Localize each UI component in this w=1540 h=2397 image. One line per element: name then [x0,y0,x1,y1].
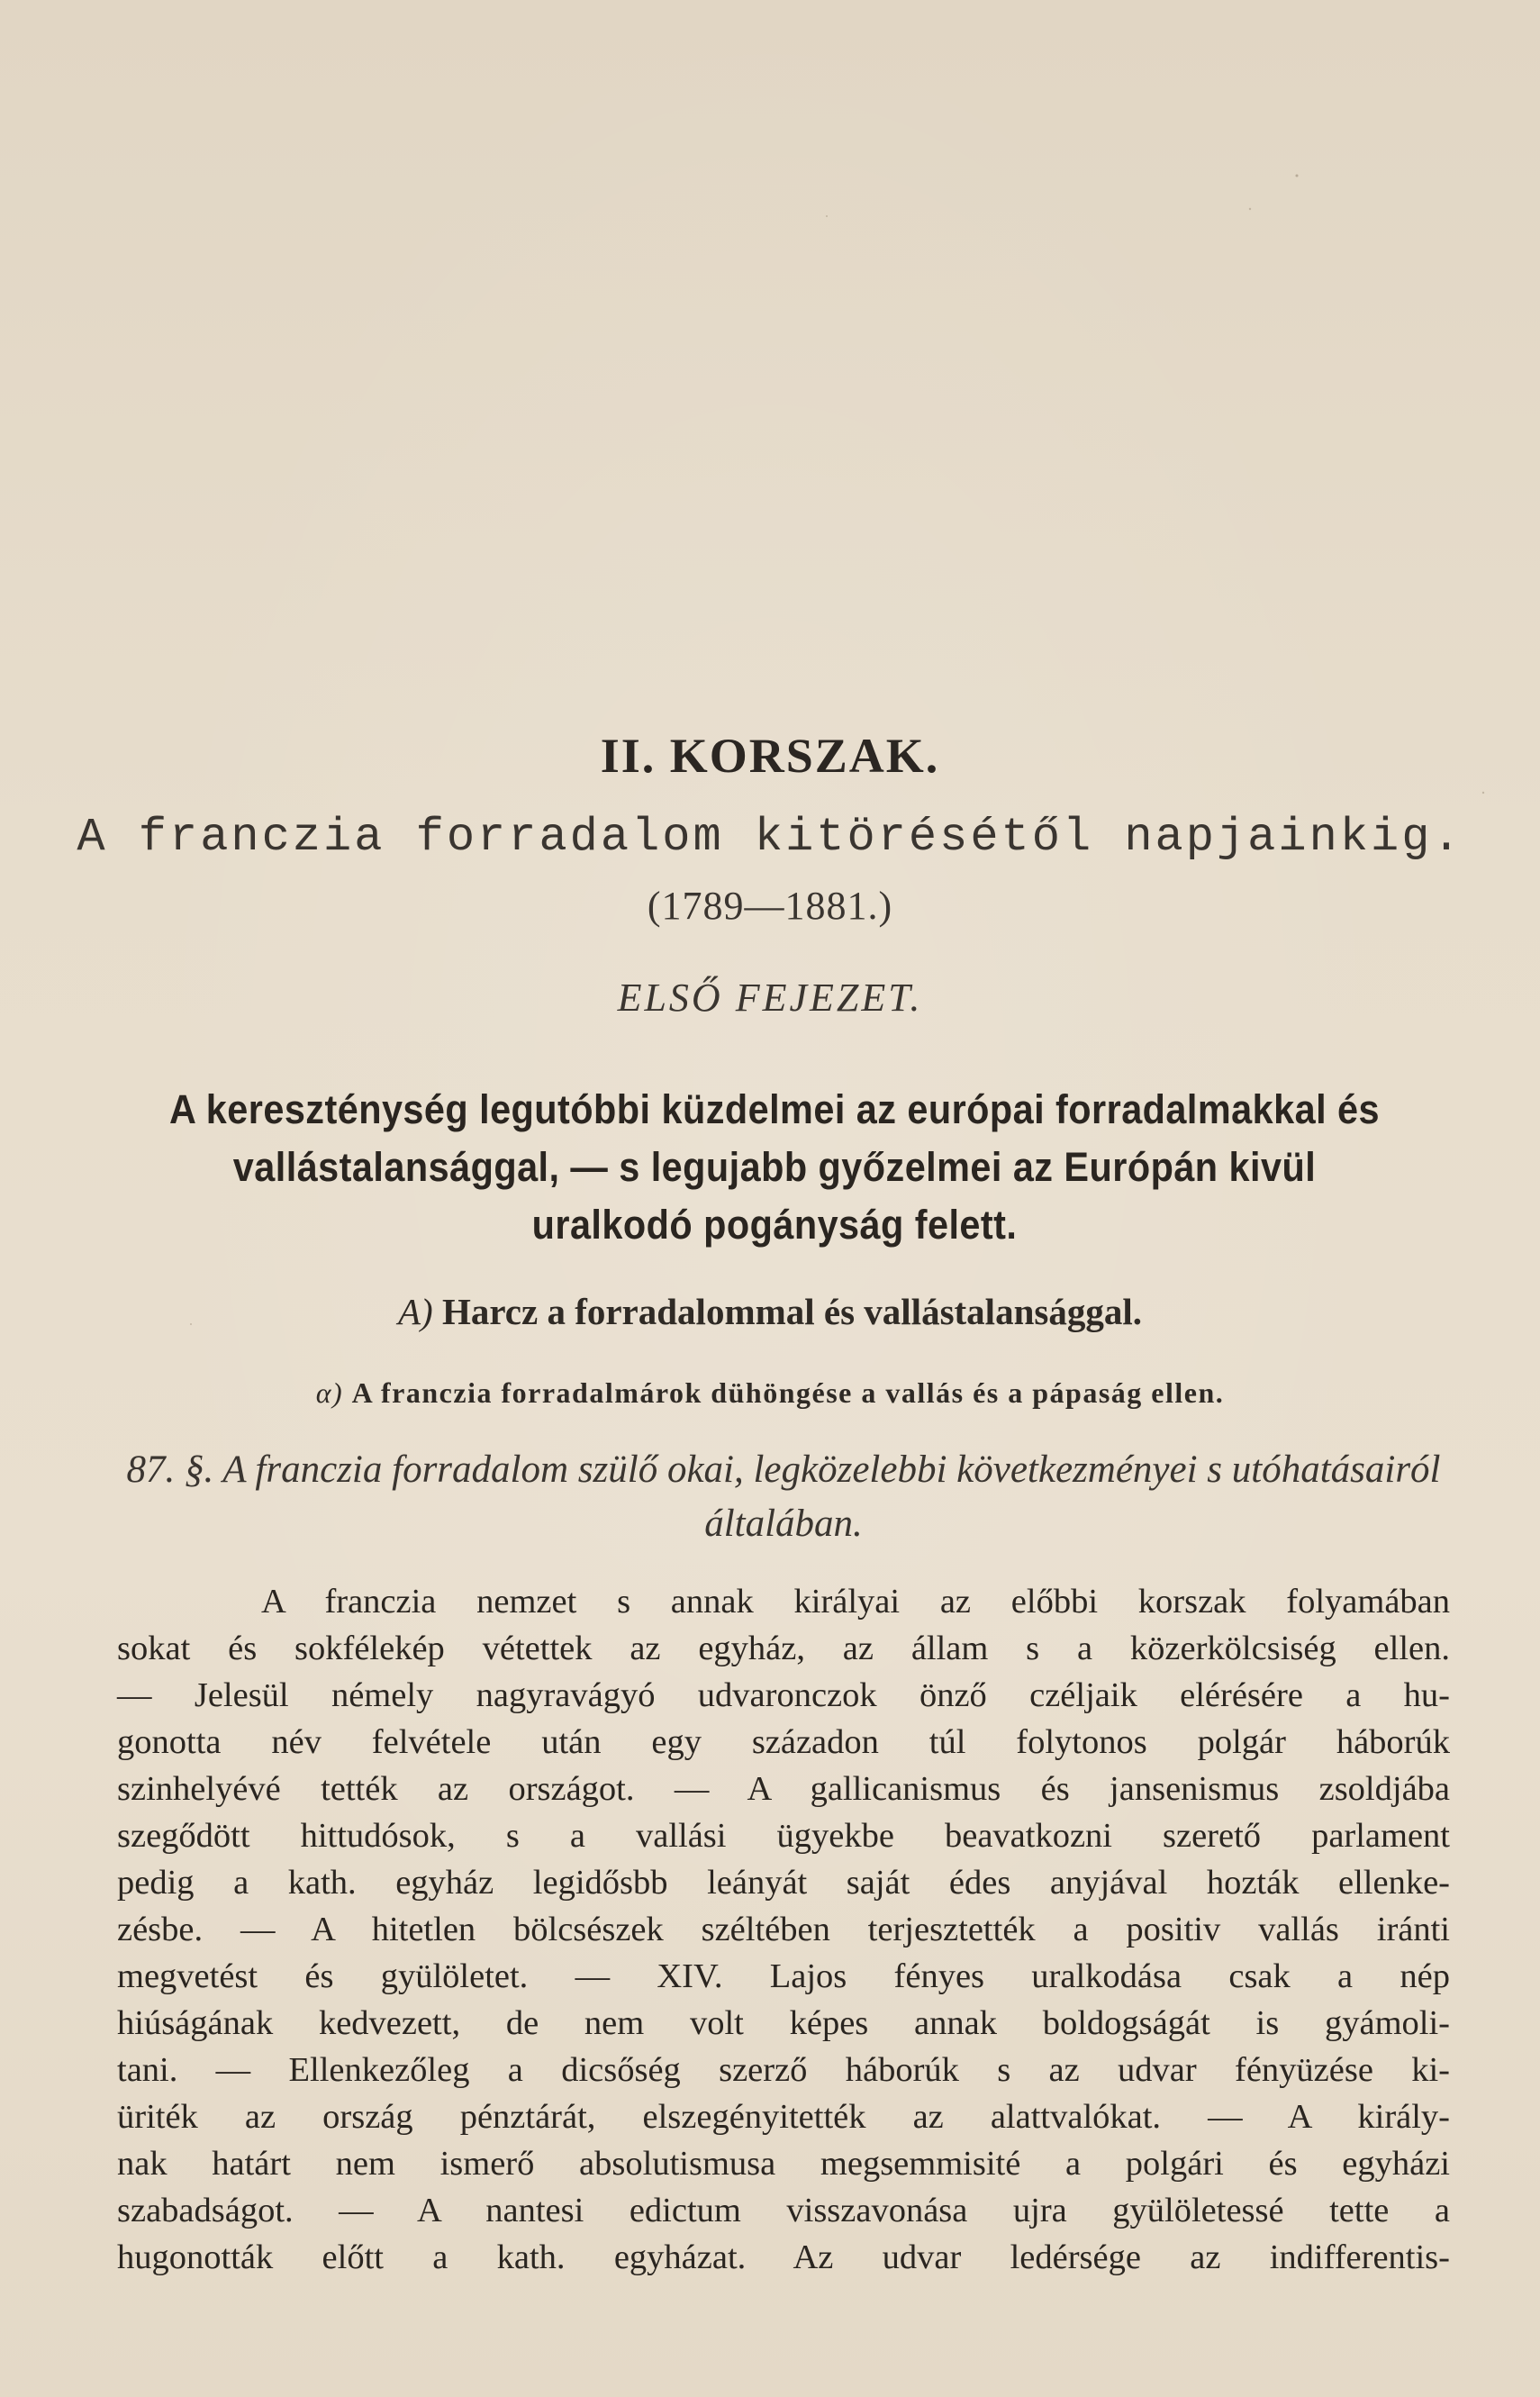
body-line: — Jelesül némely nagyravágyó udvaronczok önző czéljaik elérésére a hu- [117,1676,1450,1714]
body-line: megvetést és gyülöletet. — XIV. Lajos fényes uralkodása csak a nép [117,1957,1450,1995]
body-line: sokat és sokfélekép vétettek az egyház, az állam s a közerkölcsiség ellen. [117,1630,1450,1667]
era-subtitle: A franczia forradalom kitörésétől napjainkig. [77,811,1463,864]
section-title: Harcz a forradalommal és vallástalansággal. [441,1291,1142,1332]
subsection-label: α) [315,1376,344,1409]
body-line: tani. — Ellenkezőleg a dicsőség szerző háborúk s az udvar fényüzése ki- [117,2051,1450,2089]
subsection-title: A franczia forradalmárok dühöngése a vallás és a pápaság ellen. [351,1376,1225,1409]
section-heading [0,1290,1540,1333]
subsection-heading [0,1376,1540,1410]
main-heading: A kereszténység legutóbbi küzdelmei az európai forradalmakkal és vallástalansággal, — s legujabb győzelmei az Európán kivül uralkodó pogányság felett. [169,1086,1380,1248]
body-line: szinhelyévé tették az országot. — A gallicanismus és jansenismus zsoldjába [117,1770,1450,1808]
body-text [117,1578,1450,2281]
body-line: nak határt nem ismerő absolutismusa megsemmisité a polgári és egyházi [117,2145,1450,2183]
paragraph-heading: 87. §. A franczia forradalom szülő okai, legközelebbi következményei s utóhatásairól általában. [126,1448,1441,1545]
body-line: szabadságot. — A nantesi edictum visszavonása ujra gyülöletessé tette a [117,2192,1450,2229]
body-line: A franczia nemzet s annak királyai az előbbi korszak folyamában [261,1583,1450,1621]
section-label: A) [398,1291,433,1332]
body-line: pedig a kath. egyház legidősbb leányát saját édes anyjával hozták ellenke- [117,1864,1450,1902]
body-line: zésbe. — A hitetlen bölcsészek széltében terjesztették a positiv vallás iránti [117,1911,1450,1948]
body-line: gonotta név felvétele után egy századon túl folytonos polgár háborúk [117,1723,1450,1761]
era-years: (1789—1881.) [647,884,893,928]
chapter-title: ELSŐ FEJEZET. [617,976,923,1020]
body-line: szegődött hittudósok, s a vallási ügyekbe beavatkozni szerető parlament [117,1817,1450,1855]
era-title: II. KORSZAK. [600,729,940,783]
body-line: hugonották előtt a kath. egyházat. Az udvar ledérsége az indifferentis- [117,2238,1450,2276]
body-line: üriték az ország pénztárát, elszegényitették az alattvalókat. — A király- [117,2098,1450,2136]
body-line: hiúságának kedvezett, de nem volt képes annak boldogságát is gyámoli- [117,2004,1450,2042]
